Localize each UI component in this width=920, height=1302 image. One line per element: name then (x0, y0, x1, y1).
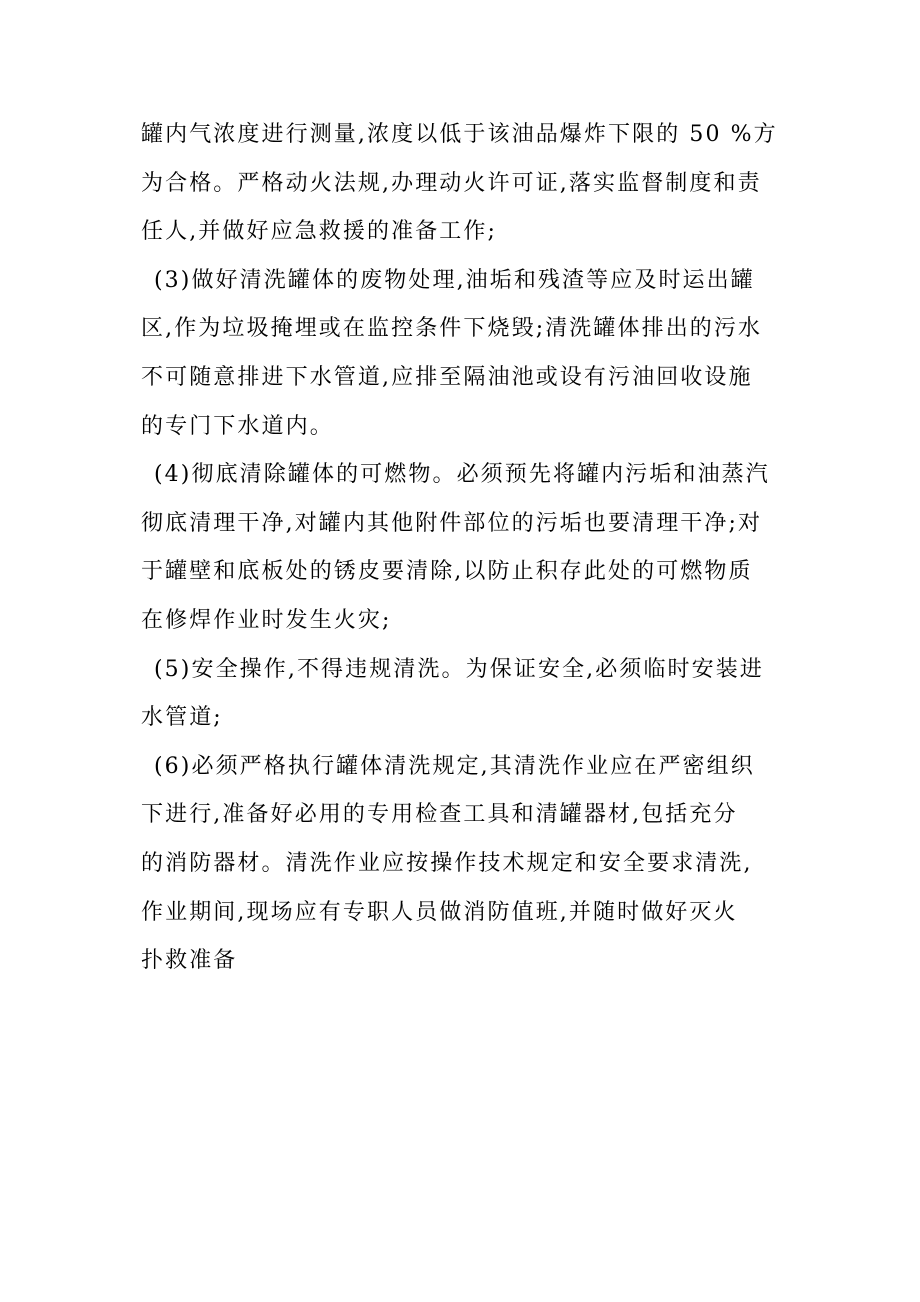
text-line: 不可随意排进下水管道,应排至隔油池或设有污油回收设施 (141, 364, 753, 390)
text-line: 彻底清理干净,对罐内其他附件部位的污垢也要清理干净;对 (141, 510, 763, 536)
text-line: 在修焊作业时发生火灾; (141, 607, 392, 633)
body-text (141, 111, 791, 986)
text-line: 区,作为垃圾掩埋或在监控条件下烧毁;清洗罐体排出的污水 (141, 316, 763, 342)
text-line: 扑救准备 (141, 948, 238, 974)
paragraph-item-3-start: (3)做好清洗罐体的废物处理,油垢和残渣等应及时运出罐 (154, 267, 755, 293)
paragraph-item-5-start: (5)安全操作,不得违规清洗。为保证安全,必须临时安装进 (154, 656, 764, 682)
text-line: 下进行,准备好必用的专用检查工具和清罐器材,包括充分 (141, 802, 738, 828)
text-line: 水管道; (141, 705, 223, 731)
text-line: 为合格。严格动火法规,办理动火许可证,落实监督制度和责 (141, 170, 762, 196)
text-line: 任人,并做好应急救援的准备工作; (141, 219, 498, 245)
paragraph-item-6-start: (6)必须严格执行罐体清洗规定,其清洗作业应在严密组织 (154, 753, 755, 779)
text-line: 罐内气浓度进行测量,浓度以低于该油品爆炸下限的 50 %方 (141, 122, 778, 147)
text-line: 的消防器材。清洗作业应按操作技术规定和安全要求清洗, (141, 850, 753, 876)
text-line: 于罐壁和底板处的锈皮要清除,以防止积存此处的可燃物质 (141, 559, 753, 585)
text-line: 的专门下水道内。 (141, 413, 334, 439)
paragraph-item-4-start: (4)彻底清除罐体的可燃物。必须预先将罐内污垢和油蒸汽 (154, 462, 770, 488)
text-line: 作业期间,现场应有专职人员做消防值班,并随时做好灭火 (141, 899, 738, 925)
